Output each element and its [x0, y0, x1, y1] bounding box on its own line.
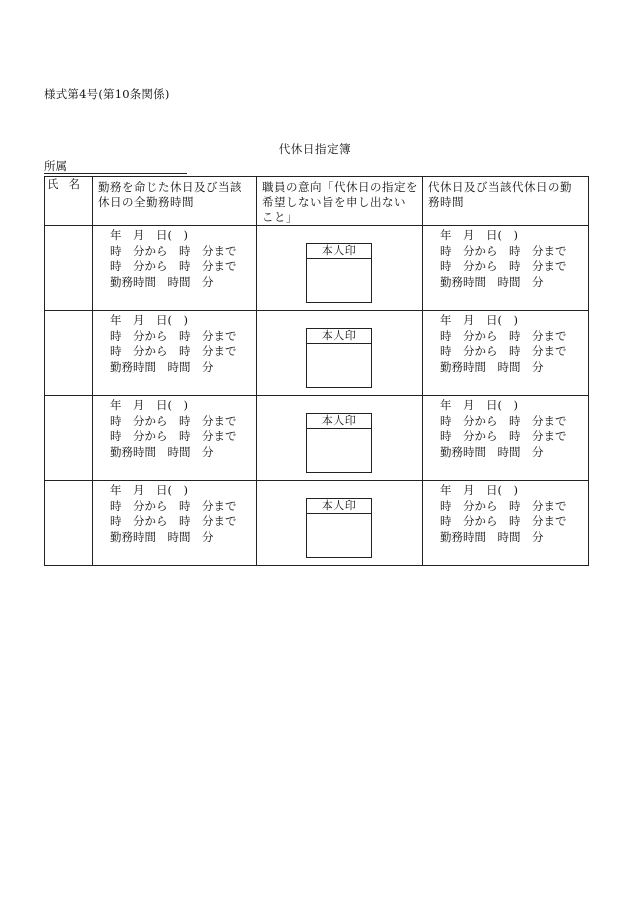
- date-line: 年 月 日( ): [110, 228, 188, 242]
- work-assigned-cell[interactable]: [93, 226, 257, 311]
- table-header-row: [45, 177, 589, 226]
- personal-seal-label: 本人印: [307, 244, 371, 259]
- intent-cell: [257, 226, 423, 311]
- substitute-holiday-cell[interactable]: [423, 311, 589, 396]
- work-hours-line: 勤務時間 時間 分: [110, 359, 214, 374]
- personal-seal-box[interactable]: [306, 243, 372, 303]
- intent-cell: [257, 311, 423, 396]
- time-range-line: 時 分から 時 分まで: [110, 413, 237, 428]
- personal-seal-box[interactable]: [306, 413, 372, 473]
- name-cell[interactable]: [45, 311, 93, 396]
- substitute-holiday-cell[interactable]: [423, 481, 589, 566]
- name-cell[interactable]: [45, 396, 93, 481]
- date-line: 年 月 日( ): [110, 313, 188, 327]
- time-range-line: 時 分から 時 分まで: [110, 514, 237, 528]
- date-line: 年 月 日( ): [440, 228, 518, 242]
- time-range-line: 時 分から 時 分まで: [110, 243, 237, 258]
- header-intent-line: 職員の意向「代休日の指定を: [262, 180, 418, 194]
- time-range-line: 時 分から 時 分まで: [440, 243, 567, 258]
- table-row: [45, 396, 589, 481]
- affiliation-field[interactable]: [44, 160, 187, 174]
- time-range-line: 時 分から 時 分まで: [440, 328, 567, 343]
- time-range-line: 時 分から 時 分まで: [440, 344, 567, 358]
- work-assigned-cell[interactable]: [93, 396, 257, 481]
- personal-seal-box[interactable]: [306, 328, 372, 388]
- personal-seal-label: 本人印: [307, 414, 371, 429]
- work-hours-line: 勤務時間 時間 分: [440, 274, 544, 289]
- header-work-assigned: [93, 177, 257, 226]
- time-range-line: 時 分から 時 分まで: [110, 429, 237, 443]
- header-work-assigned-line: 勤務を命じた休日及び当該: [98, 180, 242, 194]
- time-range-line: 時 分から 時 分まで: [440, 514, 567, 528]
- table-row: [45, 311, 589, 396]
- time-range-line: 時 分から 時 分まで: [440, 429, 567, 443]
- intent-cell: [257, 481, 423, 566]
- date-line: 年 月 日( ): [110, 483, 188, 497]
- work-hours-line: 勤務時間 時間 分: [440, 529, 544, 544]
- date-line: 年 月 日( ): [440, 313, 518, 327]
- header-name: 氏名: [45, 177, 93, 226]
- document-title: 代休日指定簿: [278, 142, 352, 156]
- work-assigned-cell[interactable]: [93, 481, 257, 566]
- work-hours-line: 勤務時間 時間 分: [440, 359, 544, 374]
- personal-seal-box[interactable]: [306, 498, 372, 558]
- header-intent-line: 希望しない旨を申し出ない: [262, 195, 406, 209]
- substitute-holiday-cell[interactable]: [423, 396, 589, 481]
- work-hours-line: 勤務時間 時間 分: [110, 444, 214, 459]
- header-substitute-line: 代休日及び当該代休日の勤: [428, 180, 572, 194]
- personal-seal-label: 本人印: [307, 499, 371, 514]
- header-substitute-holiday: [423, 177, 589, 226]
- intent-cell: [257, 396, 423, 481]
- date-line: 年 月 日( ): [110, 398, 188, 412]
- work-hours-line: 勤務時間 時間 分: [110, 274, 214, 289]
- time-range-line: 時 分から 時 分まで: [110, 344, 237, 358]
- substitute-holiday-register-table: [44, 176, 589, 566]
- time-range-line: 時 分から 時 分まで: [110, 328, 237, 343]
- affiliation-label: 所属: [44, 159, 67, 173]
- header-intent-line: こと」: [262, 210, 298, 224]
- table-row: [45, 226, 589, 311]
- form-number: 様式第4号(第10条関係): [44, 87, 170, 101]
- name-cell[interactable]: [45, 481, 93, 566]
- time-range-line: 時 分から 時 分まで: [440, 498, 567, 513]
- work-assigned-cell[interactable]: [93, 311, 257, 396]
- substitute-holiday-cell[interactable]: [423, 226, 589, 311]
- work-hours-line: 勤務時間 時間 分: [110, 529, 214, 544]
- personal-seal-label: 本人印: [307, 329, 371, 344]
- work-hours-line: 勤務時間 時間 分: [440, 444, 544, 459]
- date-line: 年 月 日( ): [440, 483, 518, 497]
- time-range-line: 時 分から 時 分まで: [110, 259, 237, 273]
- header-employee-intent: [257, 177, 423, 226]
- header-work-assigned-line: 休日の全勤務時間: [98, 195, 194, 209]
- time-range-line: 時 分から 時 分まで: [440, 259, 567, 273]
- header-substitute-line: 務時間: [428, 195, 464, 209]
- time-range-line: 時 分から 時 分まで: [110, 498, 237, 513]
- date-line: 年 月 日( ): [440, 398, 518, 412]
- time-range-line: 時 分から 時 分まで: [440, 413, 567, 428]
- name-cell[interactable]: [45, 226, 93, 311]
- table-row: [45, 481, 589, 566]
